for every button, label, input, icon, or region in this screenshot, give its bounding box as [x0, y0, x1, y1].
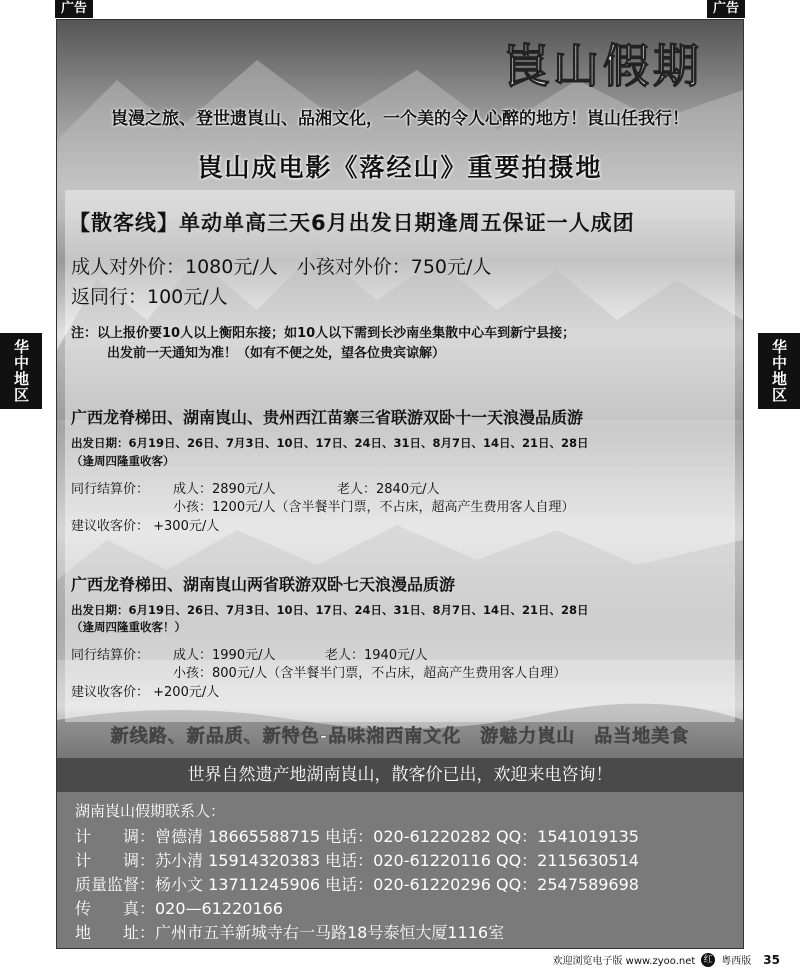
tour2-title: 广西龙脊梯田、湖南崀山两省联游双卧七天浪漫品质游	[71, 575, 456, 594]
contact-row: 质量监督：杨小文 13711245906 电话：020-61220296 QQ：2547589698	[75, 875, 639, 894]
tour2-dates: 出发日期：6月19日、26日、7月3日、10日、17日、24日、31日、8月7日、14日、21日、28日	[71, 603, 589, 617]
region-tab-left: 华中地区	[0, 333, 42, 409]
tour1-suggested-price: 建议收客价： +300元/人	[71, 519, 220, 534]
contact-row: 计 调：曾德清 18665588715 电话：020-61220282 QQ：1541019135	[75, 827, 639, 846]
slogan: 崀漫之旅、登世遗崀山、品湘文化，一个美的令人心醉的地方！崀山任我行！	[111, 109, 689, 129]
main-route-note-2: 出发前一天通知为准！（如有不便之处，望各位贵宾谅解）	[107, 346, 446, 361]
tour1-dates-note: （逢周四隆重收客）	[71, 454, 175, 468]
page-footer	[553, 952, 781, 967]
tour1-calc-label: 同行结算价：	[71, 482, 150, 497]
headline: 崀山成电影《落经山》重要拍摄地	[197, 153, 603, 182]
main-route-note: 注：以上报价要10人以上衡阳东接；如10人以下需到长沙南坐集散中心车到新宁县接；	[71, 326, 576, 341]
tour1-child-price: 小孩：1200元/人（含半餐半门票，不占床，超高产生费用客人自理）	[173, 500, 575, 515]
tagline: 新线路、新品质、新特色-品味湘西南文化 游魅力崀山 品当地美食	[110, 726, 690, 747]
footer-edition: 粤西版	[721, 956, 752, 967]
tour1-title: 广西龙脊梯田、湖南崀山、贵州西江苗寨三省联游双卧十一天浪漫品质游	[71, 408, 584, 427]
advertisement-panel	[56, 19, 744, 949]
ad-label-right: 广告	[707, 0, 745, 18]
main-route-title: 【散客线】单动单高三天6月出发日期逢周五保证一人成团	[69, 211, 635, 235]
tour1-dates: 出发日期：6月19日、26日、7月3日、10日、17日、24日、31日、8月7日、14日、21日、28日	[71, 436, 589, 450]
edition-badge-icon: 红	[701, 953, 715, 967]
tour2-dates-note: （逢周四隆重收客！）	[71, 620, 186, 634]
brand-title: 崀山假期	[503, 39, 703, 93]
main-route-price: 成人对外价：1080元/人 小孩对外价：750元/人	[71, 256, 492, 278]
fax-row: 传 真：020—61220166	[75, 899, 283, 918]
contacts-section	[57, 792, 743, 948]
tour1-elder-price: 老人：2840元/人	[337, 482, 440, 497]
tour2-child-price: 小孩：800元/人（含半餐半门票，不占床，超高产生费用客人自理）	[173, 666, 567, 681]
contact-row: 计 调：苏小清 15914320383 电话：020-61220116 QQ：2115630514	[75, 851, 639, 870]
tour1-adult-price: 成人：2890元/人	[173, 482, 276, 497]
tour2-suggested-price: 建议收客价： +200元/人	[71, 685, 220, 700]
footer-website: 欢迎浏览电子版 www.zyoo.net	[552, 956, 696, 967]
address-row: 地 址：广州市五羊新城寺右一马路18号泰恒大厦1116室	[75, 923, 505, 942]
tour2-adult-price: 成人：1990元/人	[173, 648, 276, 663]
contacts-heading: 湖南崀山假期联系人：	[75, 802, 226, 820]
page-number: 35	[763, 952, 780, 967]
ad-label-left: 广告	[55, 0, 93, 18]
region-tab-right: 华中地区	[758, 333, 800, 409]
consultation-banner: 世界自然遗产地湖南崀山，散客价已出，欢迎来电咨询！	[57, 758, 743, 792]
tour2-calc-label: 同行结算价：	[71, 648, 150, 663]
main-route-commission: 返同行：100元/人	[71, 286, 228, 308]
tour2-elder-price: 老人：1940元/人	[325, 648, 428, 663]
